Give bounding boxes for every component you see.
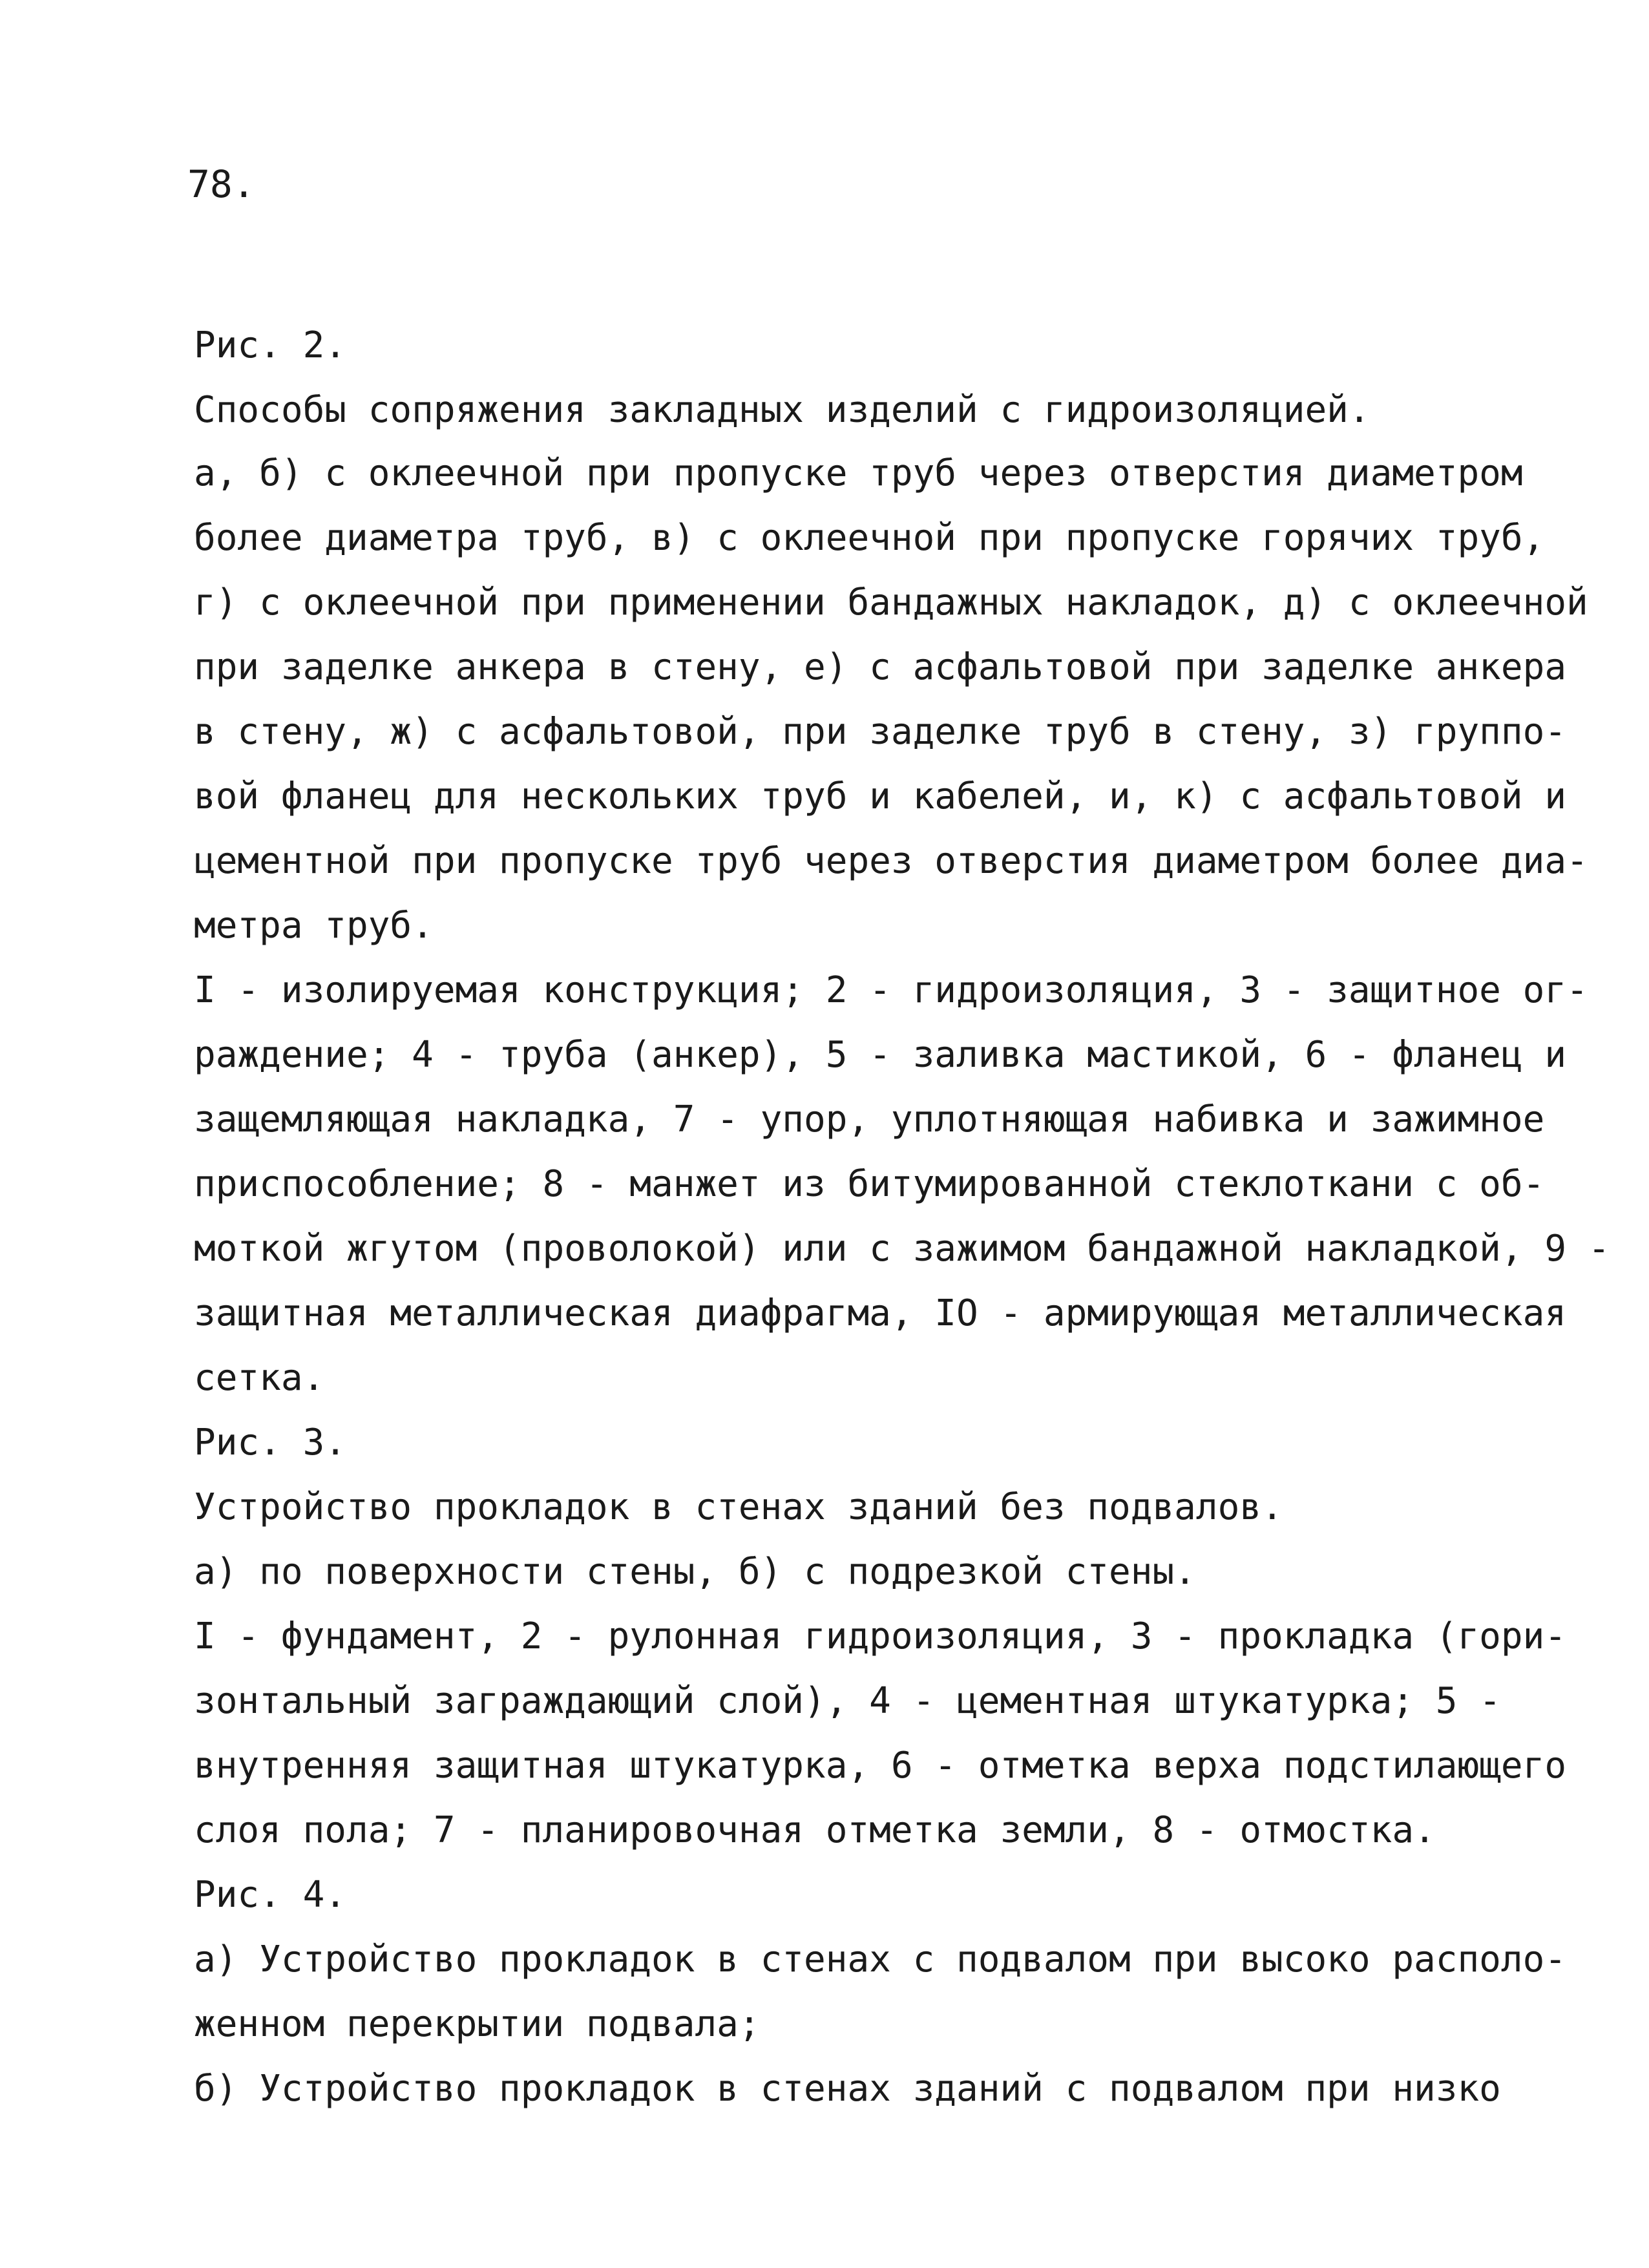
fig2-legend-line: защемляющая накладка, 7 - упор, уплотняющая набивка и зажимное	[194, 1098, 1545, 1140]
fig2-legend-line: защитная металлическая диафрагма, IO - армирующая металлическая	[194, 1292, 1567, 1334]
fig2-caption-line: а, б) с оклеечной при пропуске труб через отверстия диаметром	[194, 452, 1523, 494]
fig2-caption-line: в стену, ж) с асфальтовой, при заделке труб в стену, з) группо-	[194, 711, 1567, 753]
fig2-caption-line: более диаметра труб, в) с оклеечной при пропуске горячих труб,	[194, 517, 1545, 559]
fig2-heading: Рис. 2.	[194, 324, 347, 366]
fig2-caption-line: вой фланец для нескольких труб и кабелей, и, к) с асфальтовой и	[194, 775, 1567, 817]
fig2-legend-line: моткой жгутом (проволокой) или с зажимом бандажной накладкой, 9 -	[194, 1228, 1610, 1270]
fig2-legend-line: приспособление; 8 - манжет из битумированной стеклоткани с об-	[194, 1163, 1545, 1205]
fig3-title: Устройство прокладок в стенах зданий без подвалов.	[194, 1486, 1283, 1528]
fig2-caption-line: метра труб.	[194, 905, 434, 947]
fig3-legend-line: зонтальный заграждающий слой), 4 - цементная штукатурка; 5 -	[194, 1680, 1501, 1722]
fig2-title: Способы сопряжения закладных изделий с гидроизоляцией.	[194, 389, 1371, 431]
fig4-line: женном перекрытии подвала;	[194, 2003, 761, 2045]
fig3-legend-line: внутренняя защитная штукатурка, 6 - отметка верха подстилающего	[194, 1745, 1567, 1787]
fig4-line: б) Устройство прокладок в стенах зданий с подвалом при низко	[194, 2068, 1501, 2110]
fig2-legend-line: I - изолируемая конструкция; 2 - гидроизоляция, 3 - защитное ог-	[194, 969, 1588, 1011]
fig4-line: а) Устройство прокладок в стенах с подвалом при высоко располо-	[194, 1938, 1567, 1980]
fig3-caption: а) по поверхности стены, б) с подрезкой стены.	[194, 1551, 1196, 1593]
fig3-legend-line: слоя пола; 7 - планировочная отметка земли, 8 - отмостка.	[194, 1809, 1436, 1851]
fig4-heading: Рис. 4.	[194, 1874, 347, 1916]
fig2-caption-line: при заделке анкера в стену, е) с асфальтовой при заделке анкера	[194, 646, 1567, 688]
fig2-legend-line: сетка.	[194, 1357, 325, 1399]
fig2-legend-line: раждение; 4 - труба (анкер), 5 - заливка мастикой, 6 - фланец и	[194, 1034, 1567, 1076]
fig2-caption-line: г) с оклеечной при применении бандажных накладок, д) с оклеечной	[194, 582, 1588, 624]
fig3-legend-line: I - фундамент, 2 - рулонная гидроизоляция, 3 - прокладка (гори-	[194, 1615, 1567, 1657]
fig2-caption-line: цементной при пропуске труб через отверстия диаметром более диа-	[194, 840, 1588, 882]
page-number: 78.	[187, 162, 255, 206]
fig3-heading: Рис. 3.	[194, 1422, 347, 1464]
